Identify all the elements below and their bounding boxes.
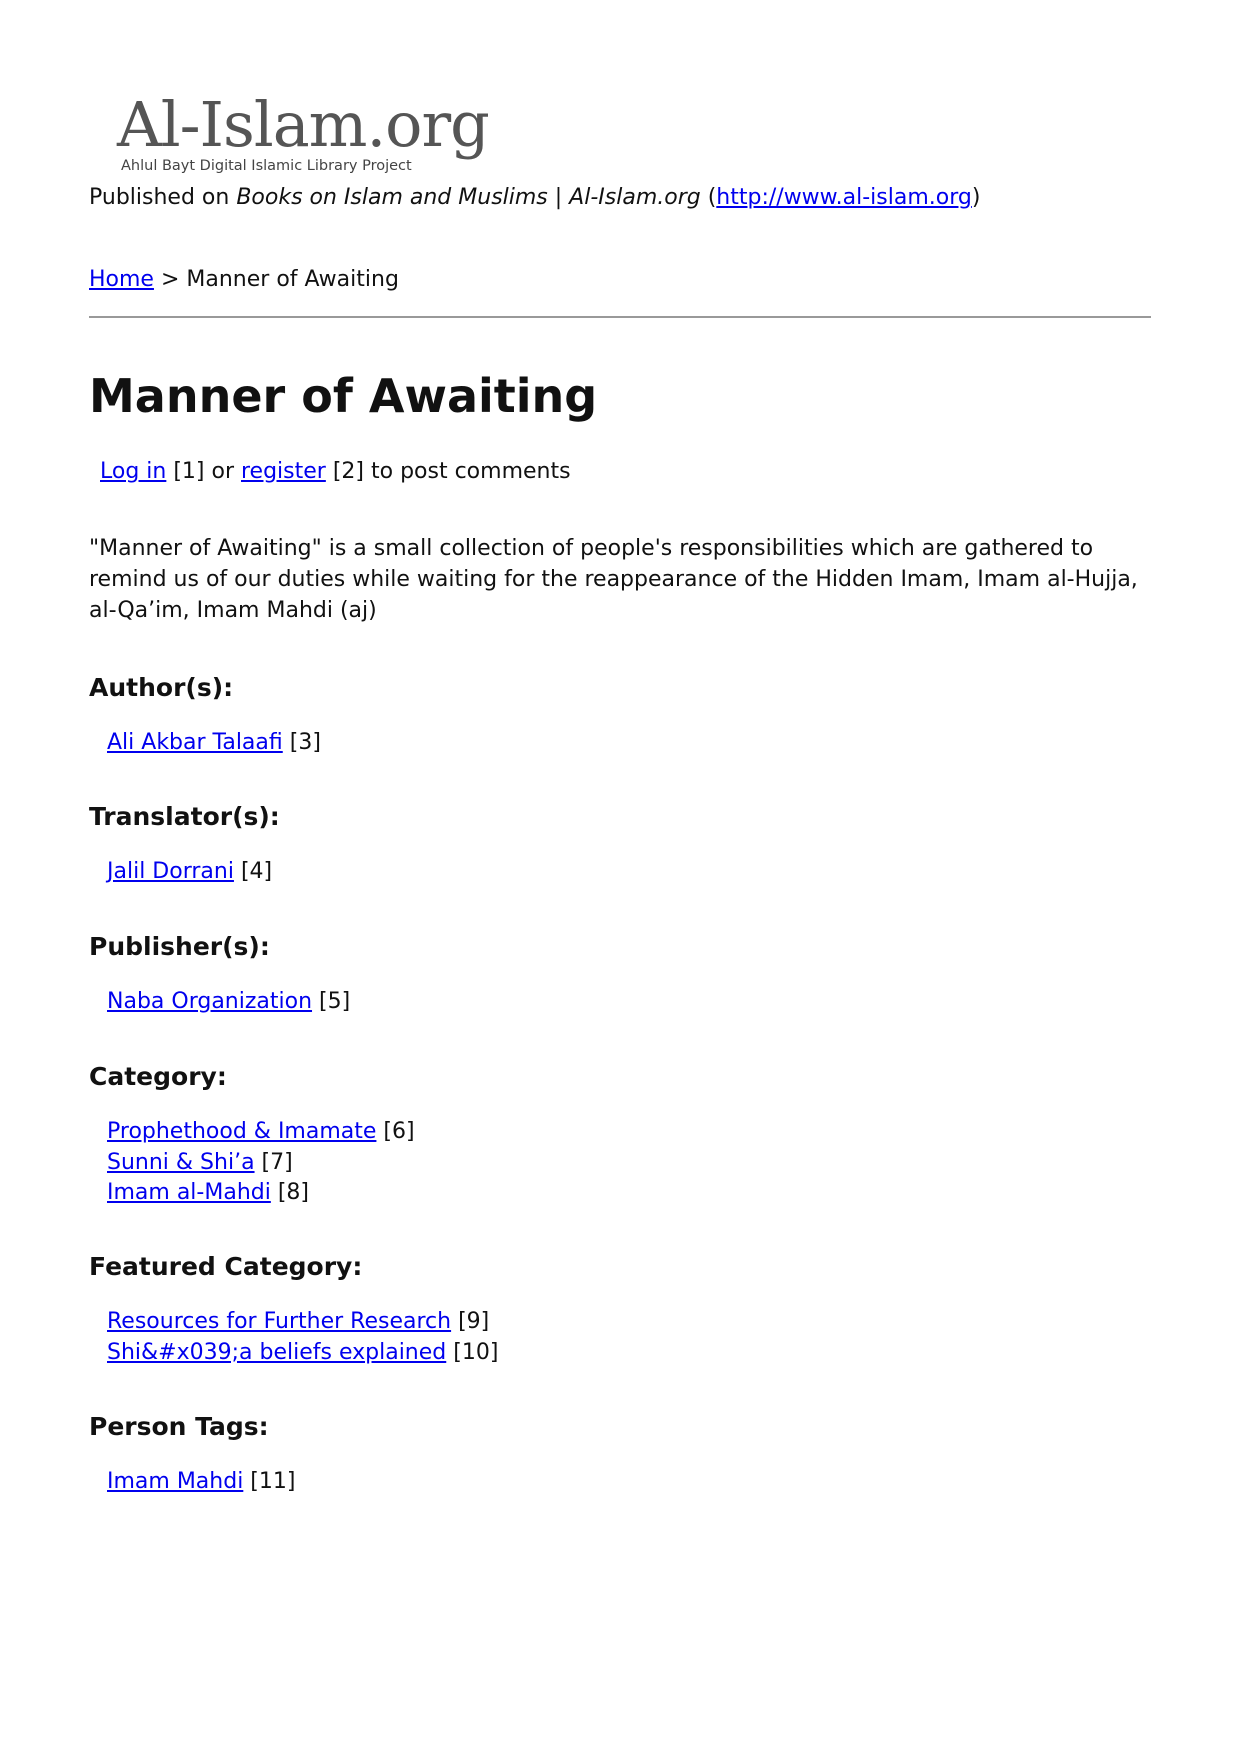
authors-list: [89, 728, 321, 759]
book-summary: "Manner of Awaiting" is a small collection of people's responsibilities which are gathered to remind us of our duties while waiting for the reappearance of the Hidden Imam, Imam al-Hujja, al-Qa’im, Imam Mahdi (aj): [89, 536, 1138, 623]
breadcrumb-separator: >: [153, 267, 187, 292]
register-ref: [2] to post comments: [325, 459, 571, 484]
featured-category-section: [89, 1252, 498, 1368]
person-tags-section: [89, 1412, 295, 1498]
publisher-link[interactable]: Naba Organization: [107, 989, 313, 1014]
translators-list: [89, 857, 280, 888]
divider: [89, 316, 1151, 318]
published-prefix: Published on: [89, 185, 237, 210]
translator-link[interactable]: Jalil Dorrani: [107, 859, 234, 884]
ref-number: [8]: [270, 1180, 309, 1205]
login-link[interactable]: Log in: [100, 459, 167, 484]
publishers-section: [89, 932, 350, 1018]
category-link[interactable]: Prophethood & Imamate: [107, 1119, 377, 1144]
logo-tagline: Ahlul Bayt Digital Islamic Library Project: [121, 158, 412, 174]
translators-heading: Translator(s):: [89, 802, 280, 831]
ref-number: [4]: [233, 859, 273, 884]
ref-number: [3]: [282, 730, 321, 755]
featured-category-link[interactable]: Shi&#x039;a beliefs explained: [107, 1339, 447, 1365]
comment-login-line: [100, 459, 571, 484]
list-item: [107, 1467, 295, 1498]
list-item: [107, 1117, 415, 1148]
site-logo[interactable]: [117, 88, 489, 180]
breadcrumb-current: Manner of Awaiting: [186, 267, 399, 292]
publishers-list: [89, 987, 350, 1018]
ref-number: [5]: [312, 989, 351, 1014]
site-url-link[interactable]: http://www.al-islam.org: [716, 185, 972, 210]
category-section: [89, 1062, 415, 1209]
featured-category-heading: Featured Category:: [89, 1252, 363, 1281]
open-paren: (: [700, 185, 717, 210]
person-tags-heading: Person Tags:: [89, 1412, 269, 1441]
login-ref: [1] or: [166, 459, 241, 484]
author-link[interactable]: Ali Akbar Talaafi: [107, 730, 283, 755]
ref-number: [10]: [446, 1339, 499, 1365]
register-link[interactable]: register: [241, 459, 326, 484]
ref-number: [7]: [254, 1149, 293, 1175]
list-item: [107, 728, 321, 759]
site-title: Books on Islam and Muslims | Al-Islam.org: [236, 185, 701, 210]
category-heading: Category:: [89, 1062, 227, 1091]
logo-wordmark: Al-Islam.org: [117, 88, 489, 161]
person-tag-link[interactable]: Imam Mahdi: [107, 1469, 244, 1494]
category-link[interactable]: Sunni & Shi’a: [107, 1149, 255, 1175]
list-item: [107, 1178, 415, 1209]
ref-number: [9]: [451, 1309, 490, 1334]
category-link[interactable]: Imam al-Mahdi: [107, 1180, 271, 1205]
close-paren: ): [971, 185, 981, 210]
authors-heading: Author(s):: [89, 673, 234, 702]
list-item: [107, 1148, 415, 1179]
list-item: [107, 1307, 498, 1338]
authors-section: [89, 673, 321, 759]
list-item: [107, 1338, 498, 1369]
category-list: [89, 1117, 415, 1209]
breadcrumb-home-link[interactable]: Home: [89, 267, 154, 292]
person-tags-list: [89, 1467, 295, 1498]
page-title: Manner of Awaiting: [89, 369, 598, 423]
featured-category-link[interactable]: Resources for Further Research: [107, 1309, 452, 1334]
ref-number: [6]: [376, 1119, 415, 1144]
ref-number: [11]: [243, 1469, 296, 1494]
published-line: [89, 185, 980, 210]
breadcrumb: [89, 267, 399, 292]
translators-section: [89, 802, 280, 888]
list-item: [107, 987, 350, 1018]
publishers-heading: Publisher(s):: [89, 932, 270, 961]
featured-category-list: [89, 1307, 498, 1368]
list-item: [107, 857, 280, 888]
